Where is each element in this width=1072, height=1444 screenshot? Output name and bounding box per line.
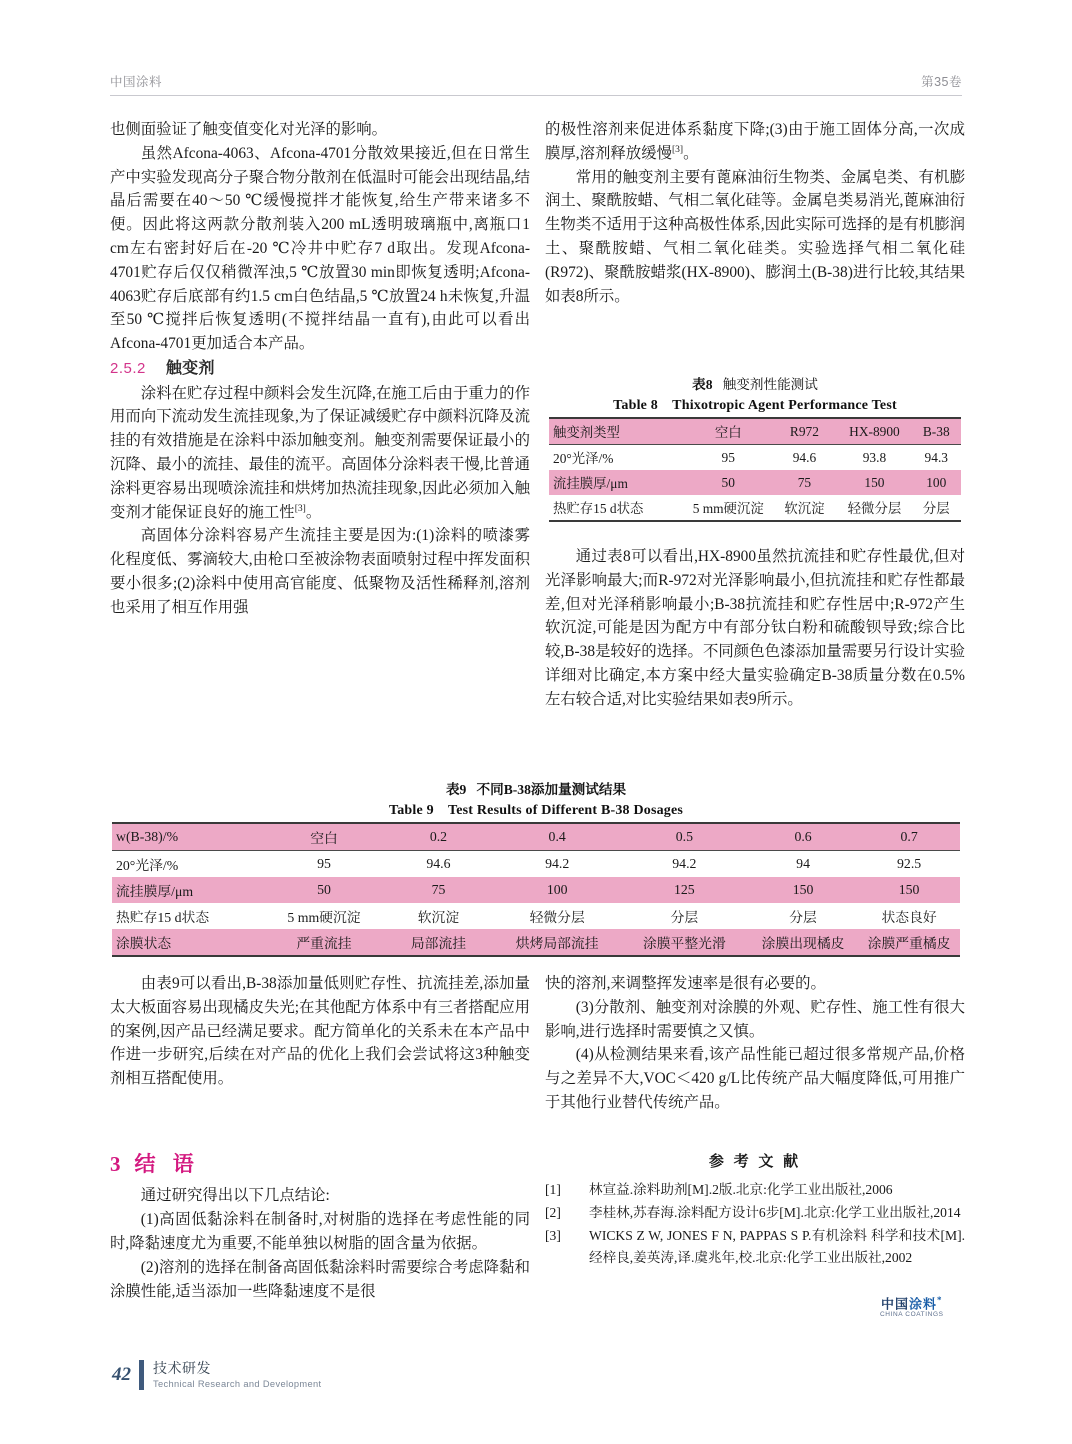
table-8-cell: 5 mm硬沉淀 bbox=[685, 495, 772, 521]
table-row bbox=[549, 470, 961, 495]
references-title: 参 考 文 献 bbox=[708, 1154, 802, 1170]
table-row bbox=[112, 929, 960, 956]
table-9-cell: 严重流挂 bbox=[265, 929, 384, 956]
table-9-cell: 烘烤局部流挂 bbox=[494, 929, 621, 956]
paragraph-r4: 快的溶剂,来调整挥发速率是很有必要的。 bbox=[545, 975, 826, 992]
table-8-cell: 94.3 bbox=[912, 445, 961, 471]
table-9-cell: 75 bbox=[383, 877, 493, 903]
table-9-title-cn: 不同B-38添加量测试结果 bbox=[476, 782, 627, 797]
table-8-cell: B-38 bbox=[912, 418, 961, 445]
table-8-cell: 触变剂类型 bbox=[549, 418, 685, 445]
footer-section-labels bbox=[153, 1361, 322, 1389]
page-footer bbox=[112, 1360, 322, 1390]
table-9-cell: 涂膜出现橘皮 bbox=[748, 929, 858, 956]
table-9-cell: 0.7 bbox=[858, 823, 960, 851]
table-8-cell: 空白 bbox=[685, 418, 772, 445]
table-8 bbox=[549, 417, 961, 522]
table-8-caption-en: Table 8 Thixotropic Agent Performance Test bbox=[613, 398, 897, 413]
footer-section-cn: 技术研发 bbox=[153, 1359, 211, 1376]
table-8-cell: R972 bbox=[771, 418, 837, 445]
table-9-cell: 流挂膜厚/μm bbox=[112, 877, 265, 903]
running-head-left: 中国涂料 bbox=[110, 75, 163, 89]
table-9-cell: 150 bbox=[748, 877, 858, 903]
table-9-cell: 轻微分层 bbox=[494, 903, 621, 929]
reference-text: 李桂林,苏春海.涂料配方设计6步[M].北京:化学工业出版社,2014 bbox=[589, 1205, 961, 1221]
table-8-cell: 热贮存15 d状态 bbox=[549, 495, 685, 521]
page-number: 42 bbox=[112, 1364, 131, 1385]
table-9-cell: 涂膜严重橘皮 bbox=[858, 929, 960, 956]
table-9-cell: 100 bbox=[494, 877, 621, 903]
table-9-cell: 125 bbox=[621, 877, 748, 903]
table-8-block bbox=[549, 373, 961, 522]
table-row bbox=[112, 823, 960, 851]
table-8-title-cn: 触变剂性能测试 bbox=[722, 377, 818, 392]
table-9-cell: 热贮存15 d状态 bbox=[112, 903, 265, 929]
table-9-cell: 20°光泽/% bbox=[112, 851, 265, 878]
table-9-cell: 分层 bbox=[748, 903, 858, 929]
table-row bbox=[112, 877, 960, 903]
table-9-cell: 局部流挂 bbox=[383, 929, 493, 956]
footer-section-en: Technical Research and Development bbox=[153, 1378, 322, 1389]
table-row bbox=[549, 445, 961, 471]
reference-index: [3] bbox=[545, 1228, 561, 1244]
table-9-cell: 95 bbox=[265, 851, 384, 878]
paragraph-l7: (1)高固低黏涂料在制备时,对树脂的选择在考虑性能的同时,降黏速度尤为重要,不能单独以树脂的固含量为依据。 bbox=[110, 1211, 530, 1253]
table-9-cell: 94.2 bbox=[621, 851, 748, 878]
table-9-cell: 分层 bbox=[621, 903, 748, 929]
paragraph-l8: (2)溶剂的选择在制备高固低黏涂料时需要综合考虑降黏和涂膜性能,适当添加一些降黏速度不是很 bbox=[110, 1258, 530, 1300]
references-block bbox=[545, 1150, 965, 1270]
footnote-ref-3b: [3] bbox=[671, 143, 684, 155]
paragraph-l5: 由表9可以看出,B-38添加量低则贮存性、抗流挂差,添加量太大板面容易出现橘皮失光;在其他配方体系中有三者搭配应用的案例,因产品已经满足要求。配方简单化的关系未在本产品中作进一步研究,后续在对产品的优化上我们会尝试将这3种触变剂相互搭配使用。 bbox=[110, 975, 530, 1088]
reference-text: 林宣益.涂料助剂[M].2版.北京:化学工业出版社,2006 bbox=[589, 1182, 893, 1198]
table-9-cell: 0.6 bbox=[748, 823, 858, 851]
heading-2-5-2-text: 触变剂 bbox=[165, 359, 215, 377]
reference-item bbox=[545, 1225, 965, 1269]
right-column-top bbox=[545, 118, 965, 308]
footnote-ref-3: [3] bbox=[294, 502, 306, 514]
table-8-cell: 轻微分层 bbox=[837, 495, 911, 521]
table-8-cell: 94.6 bbox=[771, 445, 837, 471]
reference-item bbox=[545, 1179, 965, 1201]
left-column-bottom bbox=[110, 972, 530, 1091]
table-8-cell: 95 bbox=[685, 445, 772, 471]
table-9-cell: 0.2 bbox=[383, 823, 493, 851]
conclusion-block bbox=[110, 1148, 530, 1303]
heading-3-conclusion bbox=[110, 1148, 530, 1180]
reference-item bbox=[545, 1202, 965, 1224]
running-head-right: 第35卷 bbox=[921, 75, 962, 89]
logo-cn-part1: 中国 bbox=[881, 1296, 910, 1312]
right-column-mid bbox=[545, 545, 965, 712]
table-8-cell: 流挂膜厚/μm bbox=[549, 470, 685, 495]
table-9-cell: 94.2 bbox=[494, 851, 621, 878]
table-9-cell: 涂膜平整光滑 bbox=[621, 929, 748, 956]
footer-divider-bar bbox=[139, 1360, 144, 1390]
paragraph-r3: 通过表8可以看出,HX-8900虽然抗流挂和贮存性最优,但对光泽影响最大;而R-972对光泽影响最小,但抗流挂和贮存性都最差,但对光泽稍影响最小;B-38抗流挂和贮存性居中;R-972产生软沉淀,可能是因为配方中有部分钛白粉和硫酸钡导致;综合比较,B-38是较好的选择。不同颜色色漆添加量需要另行设计实验详细对比确定,本方案中经大量实验确定B-38质量分数在0.5%左右较合适,对比实验结果如表9所示。 bbox=[545, 548, 965, 708]
table-8-cell: 分层 bbox=[912, 495, 961, 521]
table-8-cell: 150 bbox=[837, 470, 911, 495]
paragraph-l2: 虽然Afcona-4063、Afcona-4701分散效果接近,但在日常生产中实验发现高分子聚合物分散剂在低温时可能会出现结晶,结晶后需要在40～50 ℃缓慢搅拌才能恢复,给生产带来诸多不便。因此将这两款分散剂装入200 mL透明玻璃瓶中,离瓶口1 cm左右密封好后在-20 ℃冷井中贮存7 d取出。发现Afcona-4701贮存后仅仅稍微浑浊,5 ℃放置30 min即恢复透明;Afcona-4063贮存后底部有约1.5 cm白色结晶,5 ℃放置24 h未恢复,升温至50 ℃搅拌后恢复透明(不搅拌结晶一直有),由此可以看出Afcona-4701更加适合本产品。 bbox=[110, 144, 530, 353]
table-9-cell: 94.6 bbox=[383, 851, 493, 878]
paragraph-l4: 高固体分涂料容易产生流挂主要是因为:(1)涂料的喷漆雾化程度低、雾滴较大,由枪口至被涂物表面喷射过程中挥发面积要小很多;(2)涂料中使用高官能度、低聚物及活性稀释剂,溶剂也采用了相互作用强 bbox=[110, 527, 530, 616]
heading-2-5-2 bbox=[110, 357, 530, 382]
table-row bbox=[549, 495, 961, 521]
table-9-caption-cn bbox=[112, 778, 960, 798]
table-9-cell: 94 bbox=[748, 851, 858, 878]
running-head bbox=[110, 72, 962, 96]
table-8-cell: 93.8 bbox=[837, 445, 911, 471]
table-row bbox=[112, 851, 960, 878]
reference-text: WICKS Z W, JONES F N, PAPPAS S P.有机涂料 科学和技术[M].经梓良,姜英涛,译.虞兆年,校.北京:化学工业出版社,2002 bbox=[589, 1228, 965, 1266]
table-9 bbox=[112, 822, 960, 957]
paragraph-l6: 通过研究得出以下几点结论: bbox=[140, 1187, 330, 1205]
table-9-cell: 50 bbox=[265, 877, 384, 903]
table-9-cell: 150 bbox=[858, 877, 960, 903]
left-column-top bbox=[110, 118, 530, 620]
table-9-cell: 0.4 bbox=[494, 823, 621, 851]
paragraph-r1 bbox=[545, 118, 965, 166]
logo-wordmark-en: CHINA COATINGS bbox=[880, 1311, 944, 1319]
table-8-cell: 100 bbox=[912, 470, 961, 495]
paragraph-r5: (3)分散剂、触变剂对涂膜的外观、贮存性、施工性有很大影响,进行选择时需要慎之又慎。 bbox=[545, 998, 965, 1040]
paragraph-l3-body: 涂料在贮存过程中颜料会发生沉降,在施工后由于重力的作用而向下流动发生流挂现象,为了保证减缓贮存中颜料沉降及流挂的有效措施是在涂料中添加触变剂。触变剂需要保证最小的沉降、最小的流挂、最佳的流平。高固体分涂料表干慢,比普通涂料更容易出现喷涂流挂和烘烤加热流挂现象,因此必须加入触变剂才能保证良好的施工性 bbox=[110, 384, 530, 521]
table-row bbox=[549, 418, 961, 445]
china-coatings-logo bbox=[880, 1296, 944, 1319]
reference-index: [2] bbox=[545, 1205, 561, 1221]
paragraph-r1-tail: 。 bbox=[683, 144, 699, 162]
heading-2-5-2-number: 2.5.2 bbox=[110, 359, 146, 377]
table-8-cell: 75 bbox=[771, 470, 837, 495]
right-column-bottom bbox=[545, 972, 965, 1115]
heading-3-text: 结 语 bbox=[134, 1152, 200, 1176]
table-8-cell: HX-8900 bbox=[837, 418, 911, 445]
paragraph-r6: (4)从检测结果来看,该产品性能已超过很多常规产品,价格与之差异不大,VOC＜420 g/L比传统产品大幅度降低,可用推广于其他行业替代传统产品。 bbox=[545, 1046, 965, 1111]
logo-star-icon: * bbox=[937, 1295, 943, 1305]
reference-index: [1] bbox=[545, 1182, 561, 1198]
paragraph-l3-tail: 。 bbox=[305, 503, 322, 521]
table-9-cell: 软沉淀 bbox=[383, 903, 493, 929]
logo-wordmark-cn bbox=[880, 1296, 944, 1310]
table-9-cell: 92.5 bbox=[858, 851, 960, 878]
table-9-cell: 空白 bbox=[265, 823, 384, 851]
heading-3-number: 3 bbox=[110, 1152, 121, 1176]
table-8-cell: 20°光泽/% bbox=[549, 445, 685, 471]
table-row bbox=[112, 903, 960, 929]
table-9-cell: 涂膜状态 bbox=[112, 929, 265, 956]
table-9-label-cn: 表9 bbox=[445, 782, 467, 797]
table-9-cell: 状态良好 bbox=[858, 903, 960, 929]
paragraph-r1-body: 的极性溶剂来促进体系黏度下降;(3)由于施工固体分高,一次成膜厚,溶剂释放缓慢 bbox=[545, 121, 965, 162]
paragraph-l1: 也侧面验证了触变值变化对光泽的影响。 bbox=[110, 121, 388, 138]
table-8-cell: 50 bbox=[685, 470, 772, 495]
paragraph-l3 bbox=[110, 382, 530, 525]
table-8-label-cn: 表8 bbox=[692, 377, 713, 392]
table-8-cell: 软沉淀 bbox=[771, 495, 837, 521]
table-9-cell: 5 mm硬沉淀 bbox=[265, 903, 384, 929]
table-9-block bbox=[112, 778, 960, 957]
table-8-caption-cn bbox=[549, 373, 961, 393]
table-9-caption-en: Table 9 Test Results of Different B-38 Dosages bbox=[388, 803, 684, 818]
paragraph-r2: 常用的触变剂主要有蓖麻油衍生物类、金属皂类、有机膨润土、聚酰胺蜡、气相二氧化硅等。金属皂类易消光,蓖麻油衍生物类不适用于这种高极性体系,因此实际可选择的是有机膨润土、聚酰胺蜡、气相二氧化硅类。实验选择气相二氧化硅(R972)、聚酰胺蜡浆(HX-8900)、膨润土(B-38)进行比较,其结果如表8所示。 bbox=[545, 168, 965, 305]
table-9-cell: w(B-38)/% bbox=[112, 823, 265, 851]
logo-cn-part2: 涂料 bbox=[909, 1296, 938, 1312]
table-9-cell: 0.5 bbox=[621, 823, 748, 851]
